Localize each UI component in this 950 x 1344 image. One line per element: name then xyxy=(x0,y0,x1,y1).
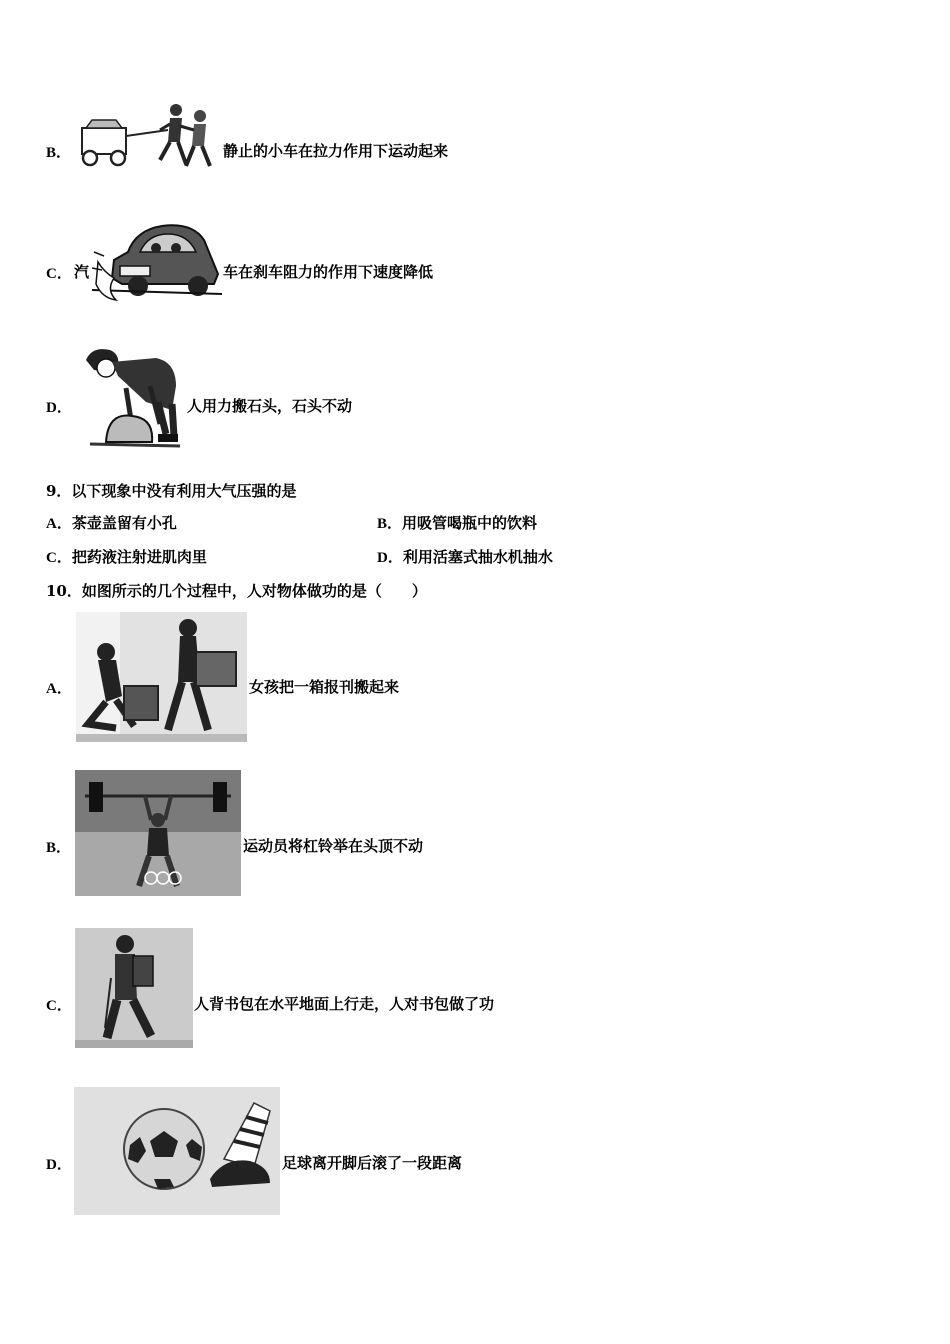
q9-option-b-text: 用吸管喝瓶中的饮料 xyxy=(402,514,538,532)
q10-option-a-text: 女孩把一箱报刊搬起来 xyxy=(249,678,400,696)
q10-option-b-letter: B． xyxy=(46,840,72,856)
q9-option-b xyxy=(377,512,537,533)
q9-option-d-text: 利用活塞式抽水机抽水 xyxy=(402,548,553,566)
q9-option-a xyxy=(46,512,177,533)
walking-with-backpack-photo xyxy=(75,928,193,1048)
q8-option-d-text: 人用力搬石头，石头不动 xyxy=(187,397,353,415)
q9-option-b-letter: B． xyxy=(377,516,403,532)
girl-lifting-box-photo xyxy=(76,612,247,742)
braking-car-illustration xyxy=(92,212,222,304)
q8-option-c-letter: C． xyxy=(46,266,72,282)
q9-option-c xyxy=(46,546,207,567)
q9-option-c-letter: C． xyxy=(46,550,72,566)
q8-option-b-text: 静止的小车在拉力作用下运动起来 xyxy=(223,142,449,160)
q9-option-c-text: 把药液注射进肌肉里 xyxy=(71,548,207,566)
q9-option-a-text: 茶壶盖留有小孔 xyxy=(71,514,177,532)
q9-option-a-letter: A． xyxy=(46,516,72,532)
q10-option-d-text: 足球离开脚后滚了一段距离 xyxy=(282,1154,463,1172)
q9-stem: 9．以下现象中没有利用大气压强的是 xyxy=(46,482,297,500)
q8-option-d-letter: D． xyxy=(46,400,72,416)
q10-option-d-letter: D． xyxy=(46,1157,72,1173)
q10-option-b-text: 运动员将杠铃举在头顶不动 xyxy=(243,837,424,855)
q10-stem: 10．如图所示的几个过程中，人对物体做功的是（ ） xyxy=(46,582,427,600)
q10-option-c-letter: C． xyxy=(46,998,72,1014)
weightlifter-photo xyxy=(75,770,241,896)
q9-option-d xyxy=(377,546,553,567)
q10-option-a-letter: A． xyxy=(46,681,72,697)
soccer-ball-and-cleat-photo xyxy=(74,1087,280,1215)
lifting-stone-illustration xyxy=(76,340,184,452)
q8-option-c-prefix: 汽 xyxy=(74,263,90,281)
q8-option-c-text: 车在刹车阻力的作用下速度降低 xyxy=(223,263,434,281)
q9-option-d-letter: D． xyxy=(377,550,403,566)
cart-pulling-illustration xyxy=(76,102,222,172)
q10-option-c-text: 人背书包在水平地面上行走，人对书包做了功 xyxy=(194,995,495,1013)
q8-option-b-letter: B． xyxy=(46,145,72,161)
